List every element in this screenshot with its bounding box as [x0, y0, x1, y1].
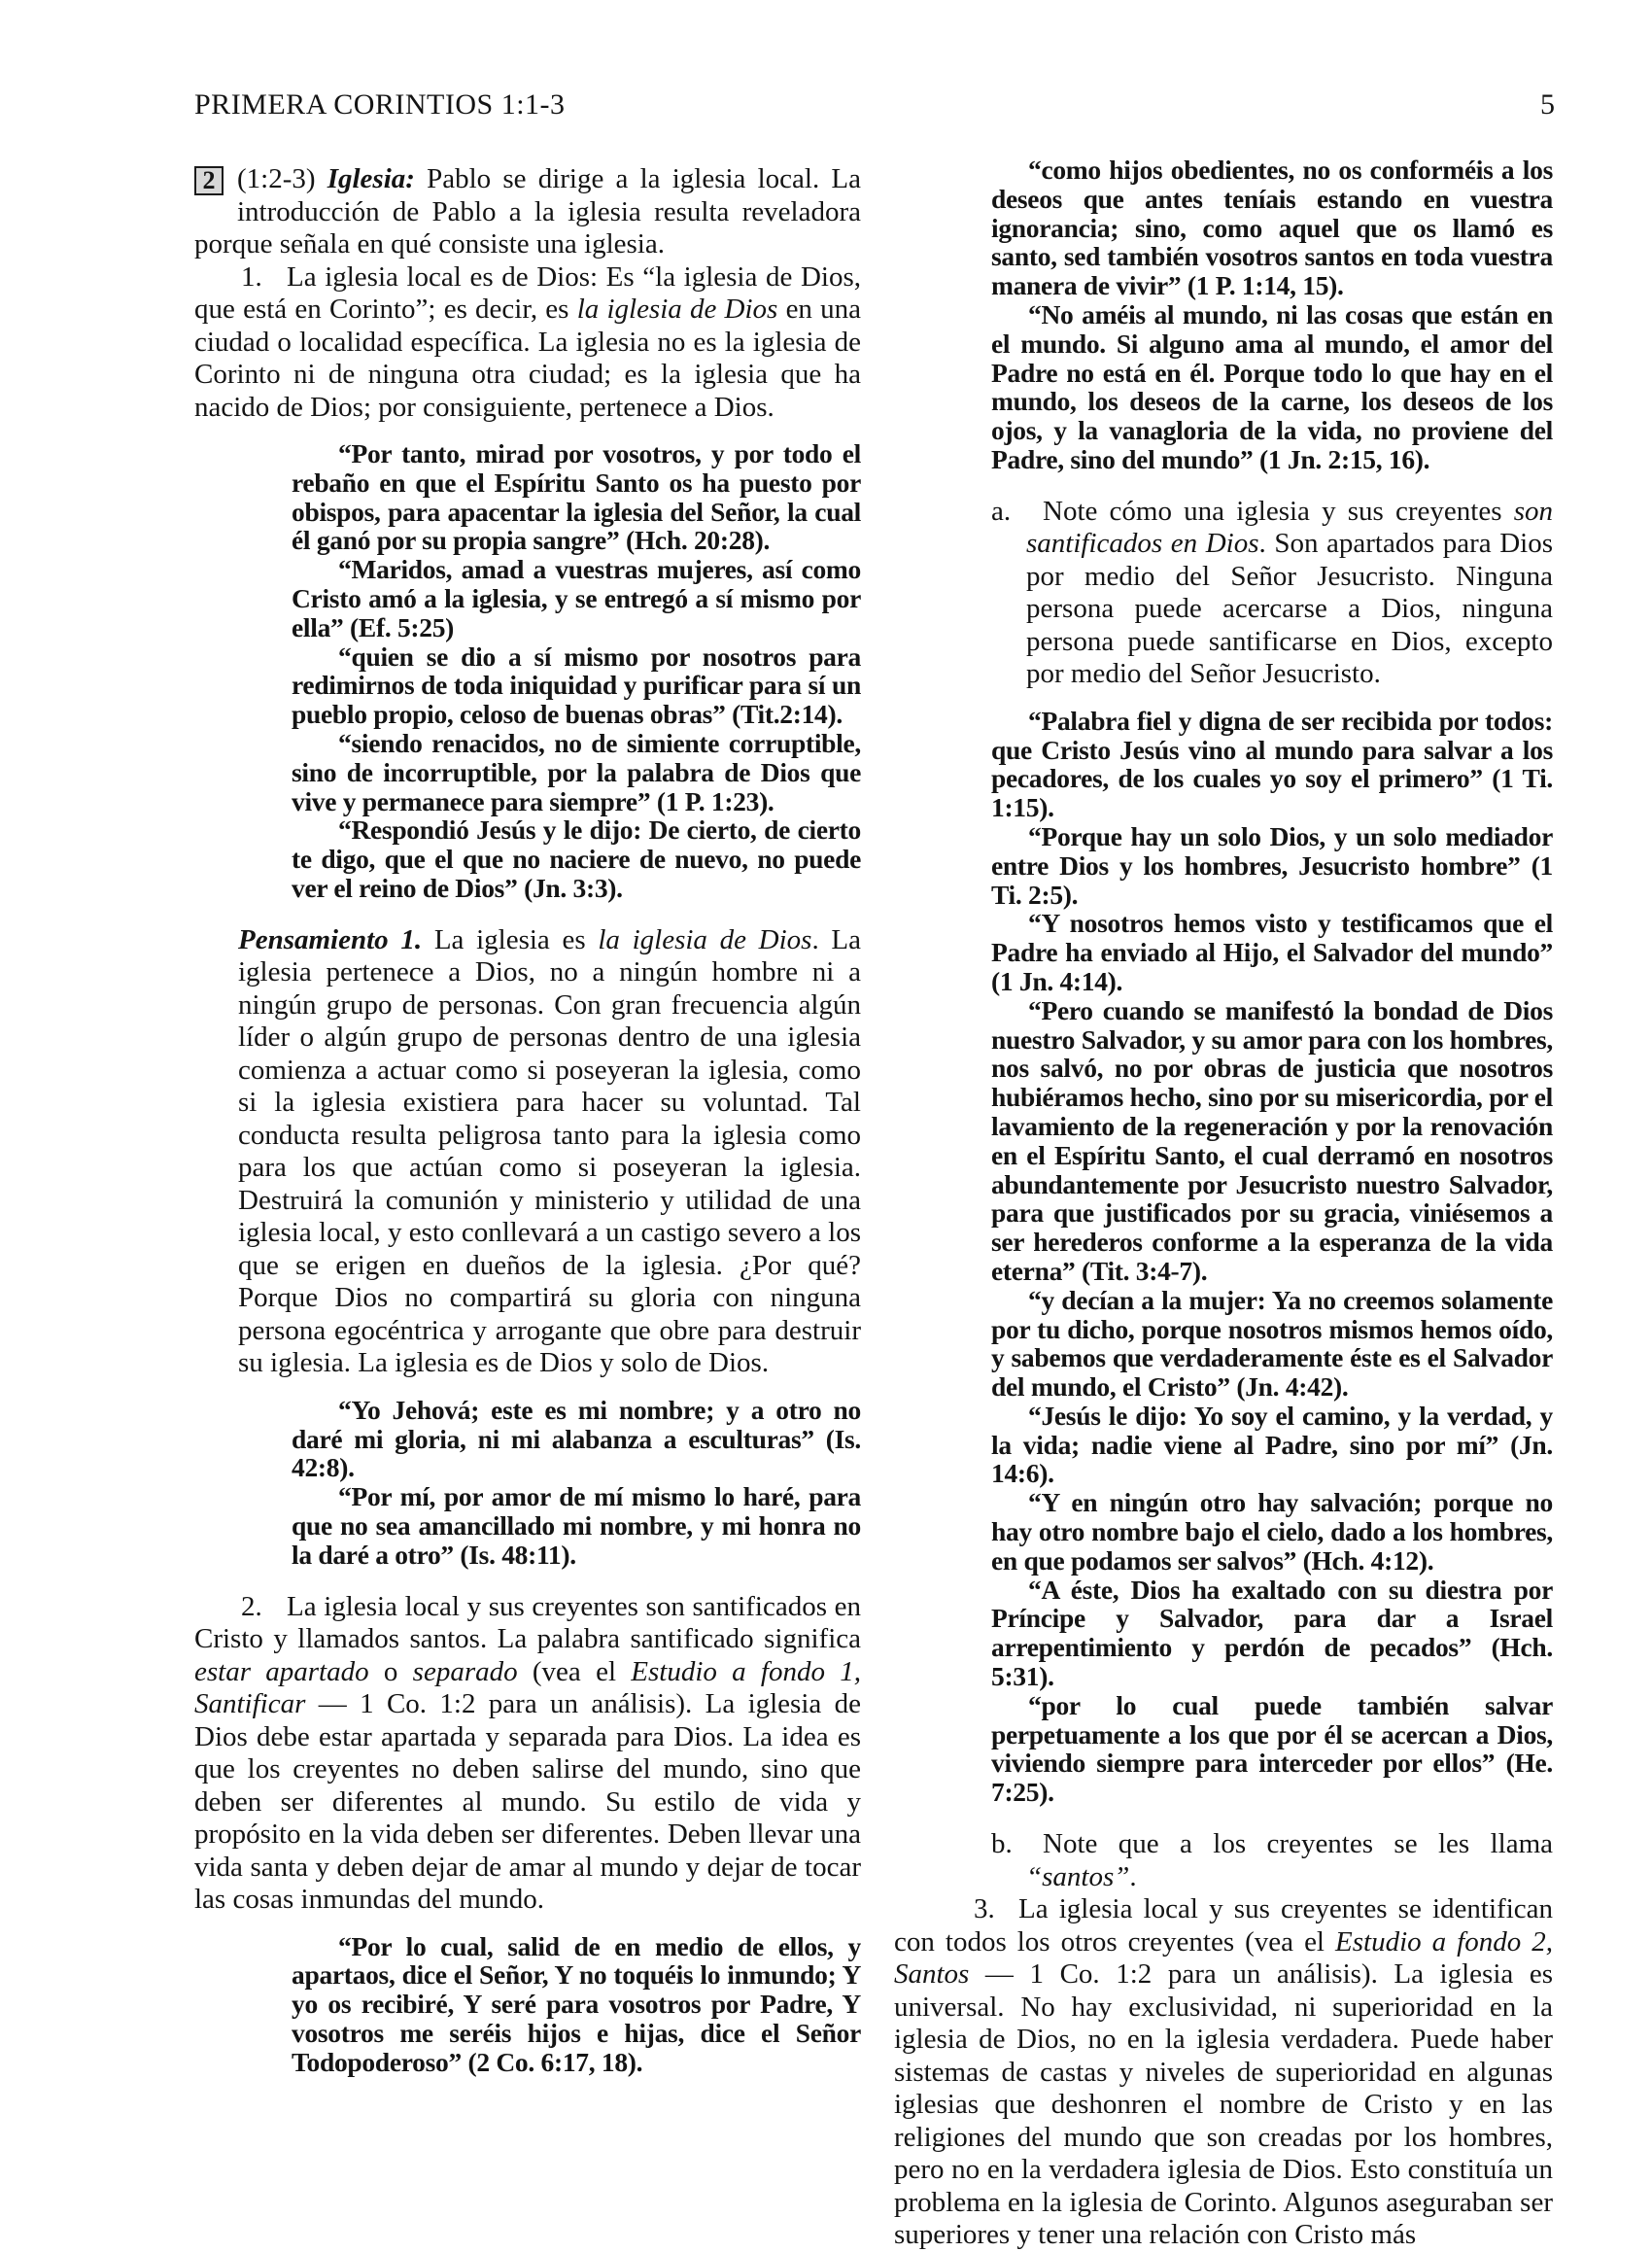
- text-run: Estudio a fondo 1, Santificar: [194, 1655, 862, 1720]
- text-run: o: [368, 1655, 413, 1687]
- quote-block: [292, 729, 861, 815]
- quote-block: [292, 555, 861, 641]
- list-marker: b.: [991, 1828, 1013, 1860]
- list-marker: 3.: [974, 1893, 995, 1925]
- text-run: — 1 Co. 1:2 para un análisis). La iglesia de Dios debe estar apartada y separada para Dios. La idea es que los creyentes no deben salirse del mundo, sino que deben ser diferentes al mundo. Su estilo de vida y propósito en la vida deben ser diferentes. Deben llevar una vida santa y deben dejar de amar al mundo y dejar de tocar las cosas inmundas del mundo.: [194, 1688, 861, 1916]
- quote-block: [292, 1482, 861, 1569]
- text-run: “Por tanto, mirad por vosotros, y por todo el rebaño en que el Espíritu Santo os ha puesto por obispos, para apacentar la iglesia del Señor, la cual él ganó por su propia sangre” (Hch. 20:28).: [292, 438, 861, 556]
- text-run: Note cómo una iglesia y sus creyentes: [1043, 495, 1514, 527]
- text-run: . Son apartados para Dios por medio del Señor Jesucristo. Ninguna persona puede acercarse a Dios, ninguna persona puede santificarse en Dios, excepto por medio del Señor Jesucristo.: [1026, 528, 1553, 690]
- text-run: “siendo renacidos, no de simiente corruptible, sino de incorruptible, por la palabra de Dios que vive y permanece para siempre” (1 P. 1:23).: [292, 727, 861, 816]
- right-column: [894, 156, 1553, 2252]
- text-run: — 1 Co. 1:2 para un análisis). La iglesia es universal. No hay exclusividad, ni superioridad en la iglesia de Dios, no en la iglesia verdadera. Puede haber sistemas de castas y niveles de superioridad en algunas iglesias que deshonren el nombre de Cristo y en las religiones del mundo que son creadas por los hombres, pero no en la verdadera iglesia de Dios. Esto constituía un problema en la iglesia de Corinto. Algunos aseguraban ser superiores y tener una relación con Cristo más: [894, 1958, 1553, 2251]
- page-number: 5: [1540, 88, 1555, 121]
- sub-block: [894, 1828, 1553, 1893]
- quote-block: [991, 1488, 1553, 1575]
- quote-block: [991, 300, 1553, 474]
- quote-block: [991, 822, 1553, 909]
- quote-block: [292, 1932, 861, 2077]
- text-run: Pablo se dirige a la iglesia local. La introducción de Pablo a la iglesia resulta reveladora porque señala en qué consiste una iglesia.: [194, 163, 861, 260]
- page-header-title: PRIMERA CORINTIOS 1:1-3: [194, 88, 566, 121]
- section-number: 2: [194, 166, 224, 195]
- quote-block: [991, 707, 1553, 822]
- text-run: “No améis al mundo, ni las cosas que están en el mundo. Si alguno ama al mundo, el amor del Padre no está en él. Porque todo lo que hay en el mundo, los deseos de la carne, los deseos de los ojos, y la vanagloria de la vida, no proviene del Padre, sino del mundo” (1 Jn. 2:15, 16).: [991, 298, 1553, 474]
- intro-block: [194, 163, 861, 261]
- text-run: “quien se dio a sí mismo por nosotros para redimirnos de toda iniquidad y purificar para sí un pueblo propio, celoso de buenas obras” (Tit.2:14).: [292, 641, 861, 730]
- quote-block: [991, 1402, 1553, 1488]
- text-run: (1:2-3): [237, 163, 327, 194]
- text-run: “A éste, Dios ha exaltado con su diestra por Príncipe y Salvador, para dar a Israel arrepentimiento y perdón de pecados” (Hch. 5:31).: [991, 1574, 1553, 1692]
- text-run: . La iglesia pertenece a Dios, no a ningún hombre ni a ningún grupo de personas. Con gran frecuencia algún líder o algún grupo de personas dentro de una iglesia comienza a actuar como si poseyeran la iglesia, como si la iglesia existiera para hacer su voluntad. Tal conducta resulta peligrosa tanto para la iglesia como para los que actúan como si poseyeran la iglesia. Destruirá la comunión y ministerio y utilidad de una iglesia local, y esto conllevará a un castigo severo a los que se erigen en dueños de la iglesia. ¿Por qué? Porque Dios no compartirá su gloria con ninguna persona egocéntrica y arrogante que obre para destruir su iglesia. La iglesia es de Dios y solo de Dios.: [238, 923, 861, 1379]
- numbered-block: [194, 261, 861, 425]
- quote-block: [991, 996, 1553, 1286]
- text-run: “santos”: [1026, 1860, 1130, 1892]
- text-run: La iglesia es: [422, 923, 599, 955]
- section-number-box: [194, 163, 225, 220]
- text-run: Pensamiento 1.: [238, 923, 423, 955]
- text-run: La iglesia local y sus creyentes se identifican con todos los otros creyentes (vea el: [894, 1893, 1553, 1958]
- text-run: “Por lo cual, salid de en medio de ellos, y apartaos, dice el Señor, Y no toquéis lo inmundo; Y yo os recibiré, Y seré para vosotros por Padre, Y vosotros me seréis hijos e hijas, dice el Señor Todopoderoso” (2 Co. 6:17, 18).: [292, 1930, 861, 2077]
- text-run: “y decían a la mujer: Ya no creemos solamente por tu dicho, porque nosotros mismos hemos oído, y sabemos que verdaderamente éste es el Salvador del mundo, el Cristo” (Jn. 4:42).: [991, 1284, 1553, 1403]
- thought-block: [238, 924, 861, 1380]
- text-run: “por lo cual puede también salvar perpetuamente a los que por él se acercan a Dios, viviendo siempre para interceder por ellos” (He. 7:25).: [991, 1689, 1553, 1808]
- text-run: La iglesia local y sus creyentes son santificados en Cristo y llamados santos. La palabra santificado significa: [194, 1590, 861, 1655]
- quote-block: [991, 1576, 1553, 1691]
- text-run: “Porque hay un solo Dios, y un solo mediador entre Dios y los hombres, Jesucristo hombre” (1 Ti. 2:5).: [991, 820, 1553, 910]
- quote-block: [292, 439, 861, 555]
- text-run: (vea el: [517, 1655, 632, 1687]
- quote-block: [991, 156, 1553, 300]
- text-run: “Por mí, por amor de mí mismo lo haré, para que no sea amancillado mi nombre, y mi honra no la daré a otro” (Is. 48:11).: [292, 1481, 861, 1570]
- list-marker: a.: [991, 495, 1012, 527]
- numbered3-block: [894, 1893, 1553, 2252]
- list-marker: 2.: [241, 1590, 262, 1622]
- text-run: “Maridos, amad a vuestras mujeres, así como Cristo amó a la iglesia, y se entregó a sí mismo por ella” (Ef. 5:25): [292, 554, 861, 642]
- text-run: “Respondió Jesús y le dijo: De cierto, de cierto te digo, que el que no naciere de nuevo, no puede ver el reino de Dios” (Jn. 3:3).: [292, 814, 861, 903]
- numbered-block: [194, 1591, 861, 1917]
- text-run: “Y nosotros hemos visto y testificamos que el Padre ha enviado al Hijo, el Salvador del mundo” (1 Jn. 4:14).: [991, 908, 1553, 996]
- quote-block: [292, 642, 861, 729]
- text-run: “Jesús le dijo: Yo soy el camino, y la verdad, y la vida; nadie viene al Padre, sino por mí” (Jn. 14:6).: [991, 1400, 1553, 1489]
- quote-block: [991, 1691, 1553, 1807]
- text-run: “Yo Jehová; este es mi nombre; y a otro no daré mi gloria, ni mi alabanza a esculturas” (Is. 42:8).: [292, 1394, 861, 1483]
- text-run: “Pero cuando se manifestó la bondad de Dios nuestro Salvador, y su amor para con los hombres, nos salvó, no por obras de justicia que nosotros hubiéramos hecho, sino por su misericordia, por el lavamiento de la regeneración y por la renovación en el Espíritu Santo, el cual derramó en nosotros abundantemente por Jesucristo nuestro Salvador, para que justificados por su gracia, viniésemos a ser herederos conforme a la esperanza de la vida eterna” (Tit. 3:4-7).: [991, 994, 1553, 1286]
- list-marker: 1.: [241, 260, 262, 293]
- quote-block: [991, 909, 1553, 995]
- text-run: .: [1129, 1860, 1137, 1892]
- text-run: Estudio a fondo 2, Santos: [894, 1925, 1553, 1991]
- text-run: la iglesia de Dios: [598, 923, 812, 955]
- text-run: en una ciudad o localidad específica. La iglesia no es la iglesia de Corinto ni de ninguna otra ciudad; es la iglesia que ha nacido de Dios; por consiguiente, pertenece a Dios.: [194, 294, 862, 423]
- quote-block: [991, 1286, 1553, 1402]
- text-run: Note que a los creyentes se les llama: [1043, 1828, 1553, 1860]
- text-run: Iglesia:: [327, 163, 415, 194]
- text-run: “como hijos obedientes, no os conforméis a los deseos que antes teníais estando en vuestra ignorancia; sino, como aquel que os llamó es santo, sed también vosotros santos en toda vuestra manera de vivir” (1 P. 1:14, 15).: [991, 155, 1553, 301]
- left-column: [194, 163, 861, 2077]
- text-run: “Y en ningún otro hay salvación; porque no hay otro nombre bajo el cielo, dado a los hombres, en que podamos ser salvos” (Hch. 4:12).: [991, 1487, 1553, 1576]
- text-run: estar apartado: [194, 1655, 369, 1687]
- text-run: “Palabra fiel y digna de ser recibida por todos: que Cristo Jesús vino al mundo para salvar a los pecadores, de los cuales yo soy el primero” (1 Ti. 1:15).: [991, 705, 1553, 823]
- text-run: La iglesia local es de Dios: Es “la iglesia de Dios, que está en Corinto”; es decir, es: [194, 260, 861, 325]
- text-run: la iglesia de Dios: [576, 294, 778, 325]
- quote-block: [292, 815, 861, 902]
- quote-block: [292, 1396, 861, 1482]
- text-run: son santificados en Dios: [1026, 495, 1553, 560]
- sub-block: [894, 496, 1553, 691]
- text-run: separado: [412, 1655, 518, 1687]
